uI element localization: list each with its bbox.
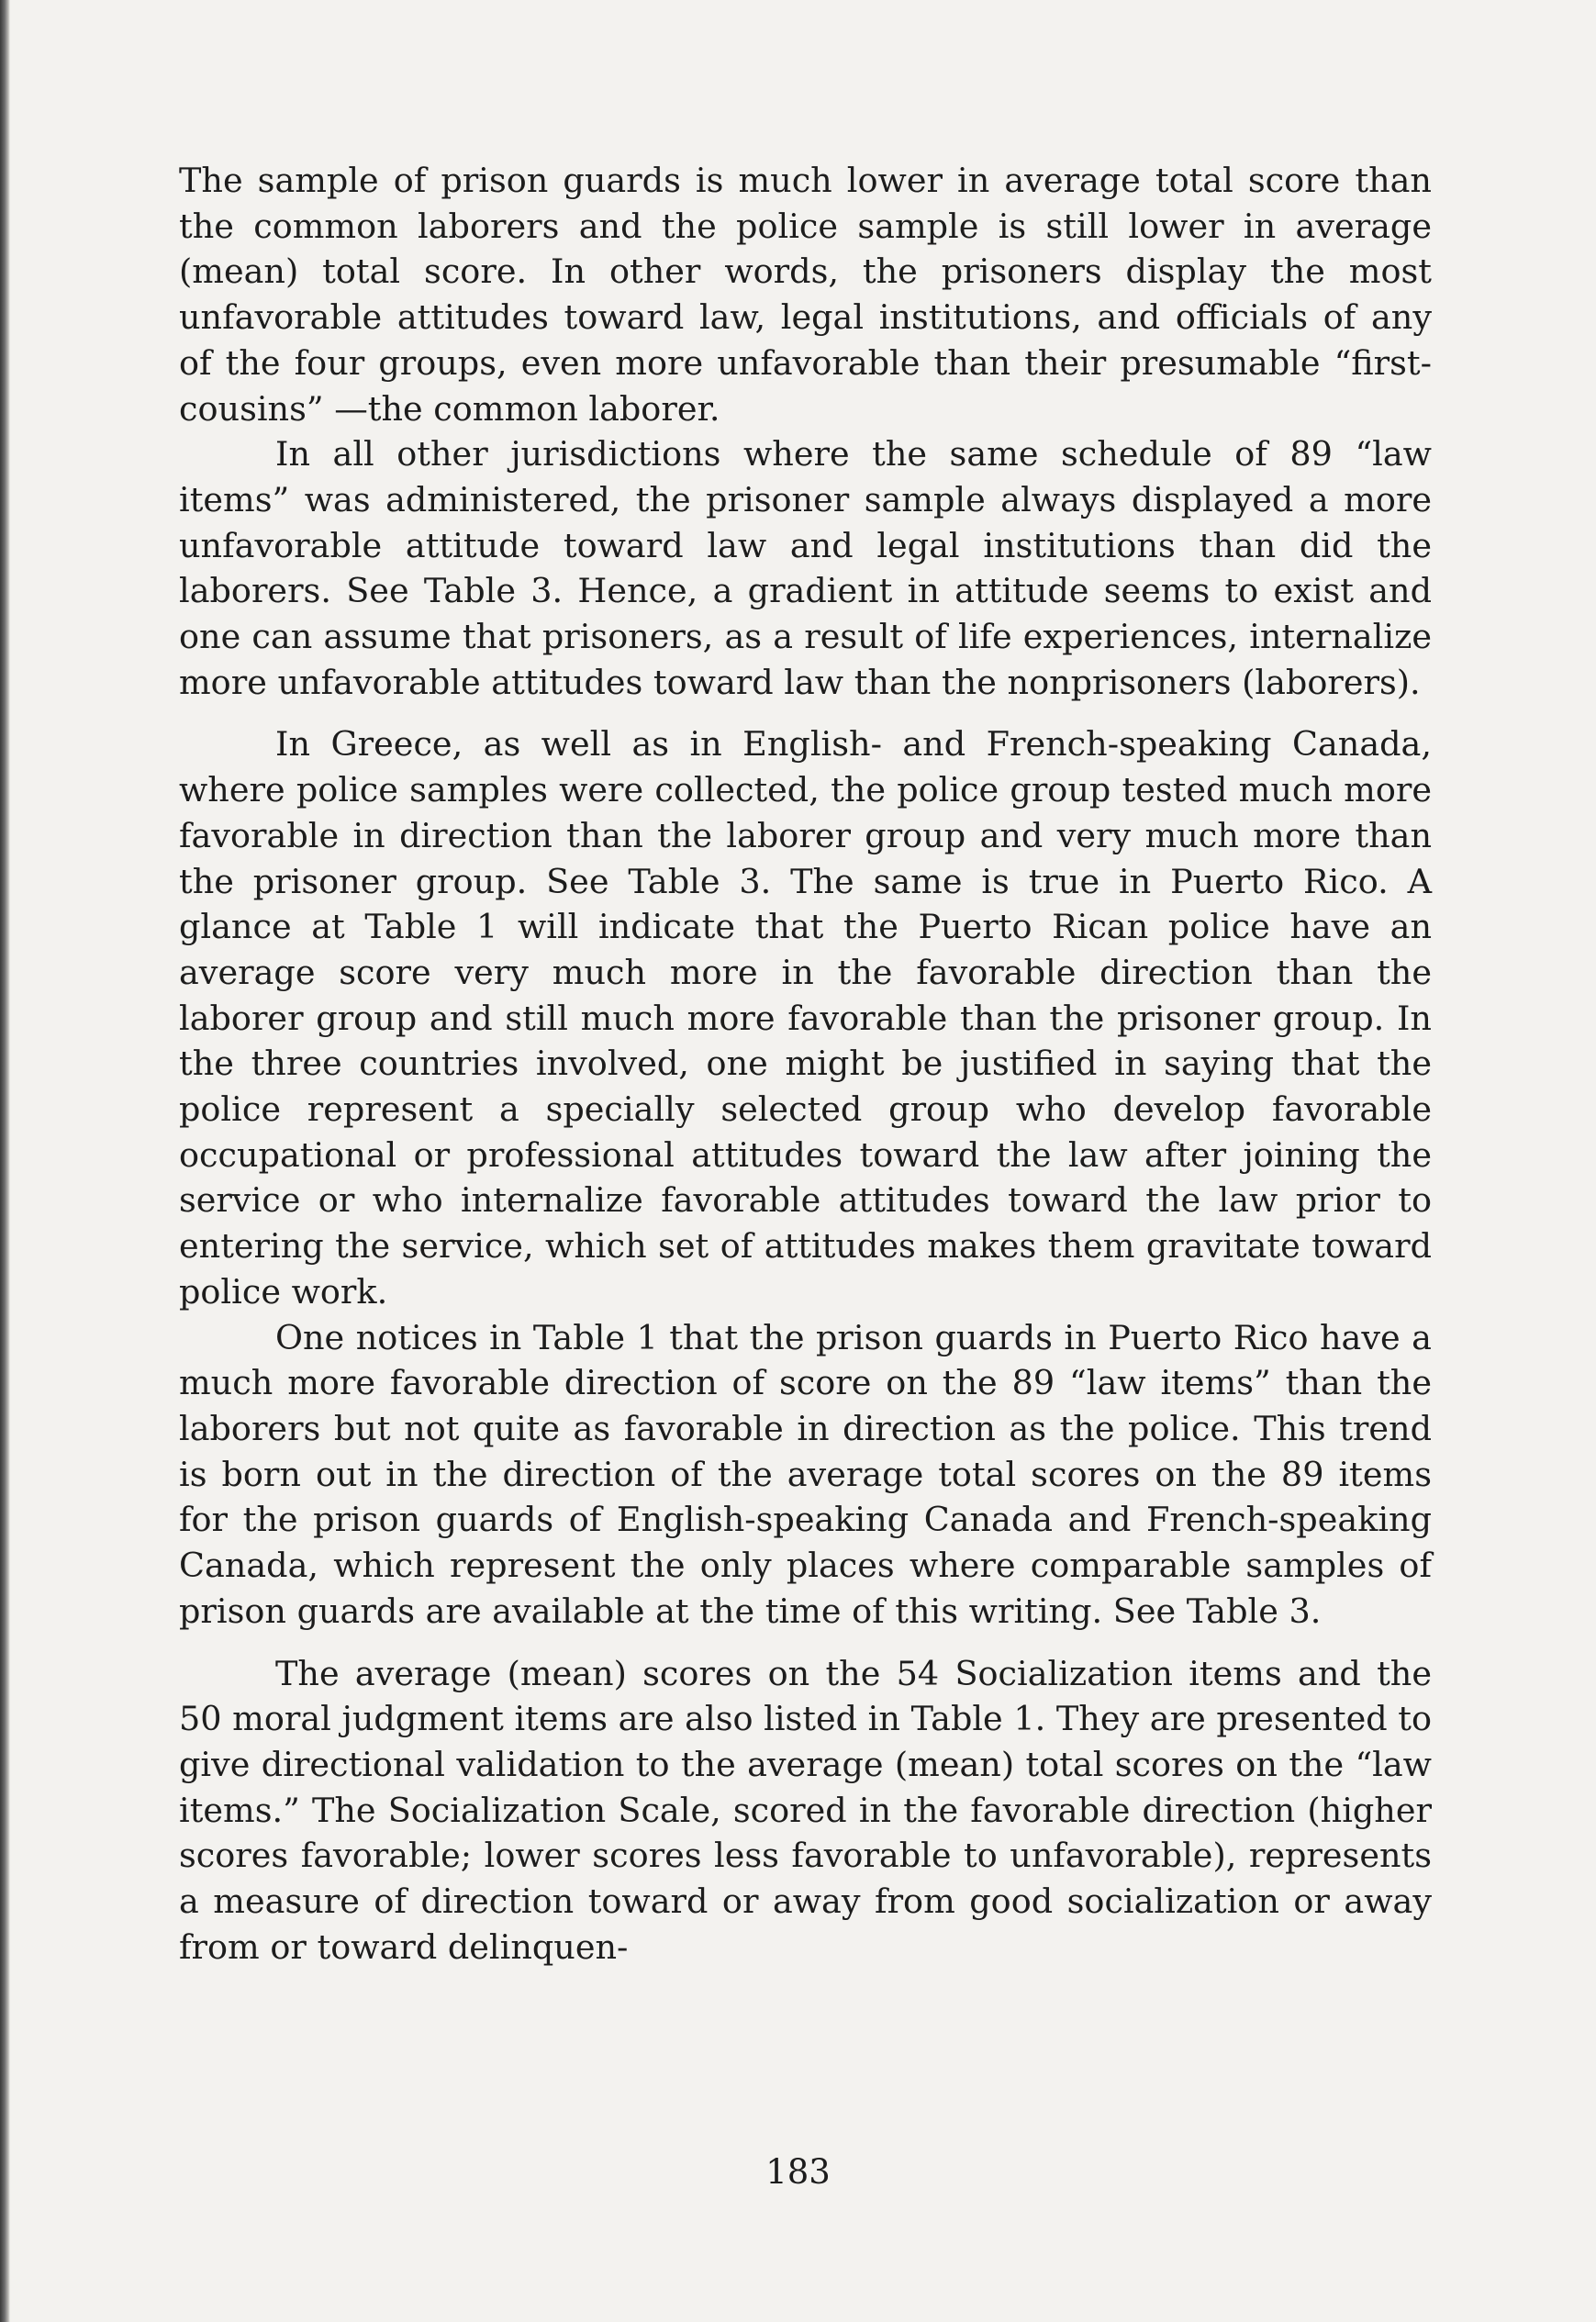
- paragraph-1: The sample of prison guards is much lower in average total score than the common laborers and the police sample is still lower in average (mean) total score. In other words, the prisoners display the most unfavorable attitudes toward law, legal institutions, and officials of any of the four groups, even more unfavorable than their presumable “first-cousins” —the common laborer.: [179, 161, 1432, 429]
- page-binding-edge: [0, 0, 10, 2322]
- page-number: 183: [765, 2152, 831, 2192]
- paragraph-2: In all other jurisdictions where the same schedule of 89 “law items” was administered, the prisoner sample always displayed a more unfavorable attitude toward law and legal institutions than did the laborers. See Table 3. Hence, a gradient in attitude seems to exist and one can assume that prisoners, as a result of life experiences, internalize more unfavorable attitudes toward law than the nonprisoners (laborers).: [179, 434, 1432, 702]
- paragraph-5: The average (mean) scores on the 54 Socialization items and the 50 moral judgment items are also listed in Table 1. They are presented to give directional validation to the average (mean) total scores on the “law items.” The Socialization Scale, scored in the favorable direction (higher scores favorable; lower scores less favorable to unfavorable), represents a measure of direction toward or away from good socialization or away from or toward delinquen-: [179, 1653, 1432, 1967]
- paragraph-3: In Greece, as well as in English- and French-speaking Canada, where police samples were collected, the police group tested much more favorable in direction than the laborer group and very much more than the prisoner group. See Table 3. The same is true in Puerto Rico. A glance at Table 1 will indicate that the Puerto Rican police have an average score very much more in the favorable direction than the laborer group and still much more favorable than the prisoner group. In the three countries involved, one might be justified in saying that the police represent a specially selected group who develop favorable occupational or professional attitudes toward the law after joining the service or who internalize favorable attitudes toward the law prior to entering the service, which set of attitudes makes them gravitate toward police work.: [179, 724, 1432, 1312]
- body-text: [179, 158, 1432, 1970]
- paragraph-4: One notices in Table 1 that the prison guards in Puerto Rico have a much more favorable direction of score on the 89 “law items” than the laborers but not quite as favorable in direction as the police. This trend is born out in the direction of the average total scores on the 89 items for the prison guards of English-speaking Canada and French-speaking Canada, which represent the only places where comparable samples of prison guards are available at the time of this writing. See Table 3.: [179, 1317, 1432, 1631]
